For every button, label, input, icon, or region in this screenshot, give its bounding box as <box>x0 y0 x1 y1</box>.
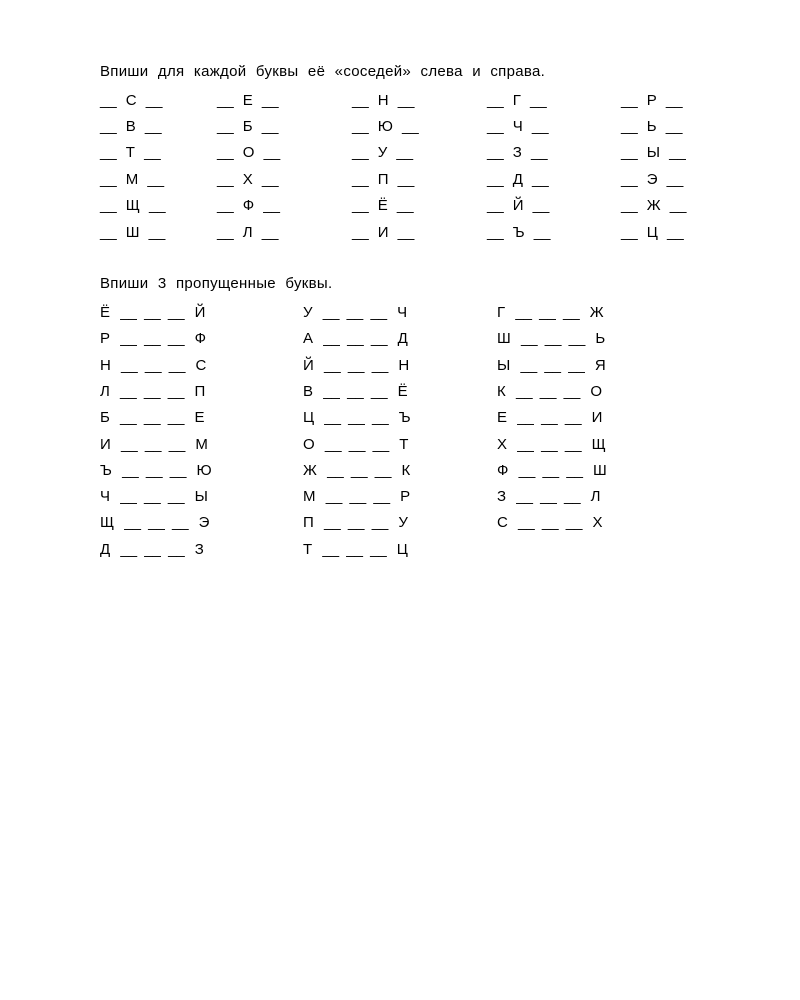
end-letter: Н <box>398 356 410 374</box>
missing-blanks[interactable]: __ __ __ <box>120 540 185 558</box>
letter: Л <box>242 224 253 241</box>
missing-blanks[interactable]: __ __ __ <box>323 514 389 532</box>
letter: Ы <box>646 144 661 161</box>
start-letter: У <box>303 304 313 321</box>
start-letter: Ф <box>497 461 509 479</box>
letter: З <box>512 144 522 161</box>
missing-letters-item <box>303 514 408 532</box>
end-letter: Ь <box>595 330 606 348</box>
left-blank[interactable]: __ <box>217 224 234 241</box>
start-letter: Н <box>100 356 112 374</box>
end-letter: Ы <box>194 488 209 506</box>
missing-letters-item <box>100 409 205 427</box>
right-blank[interactable]: __ <box>261 118 279 135</box>
neighbor-item <box>487 197 549 215</box>
start-letter: Ъ <box>100 461 113 479</box>
right-blank[interactable]: __ <box>144 144 161 161</box>
letter: Ь <box>646 118 657 135</box>
end-letter: М <box>195 435 209 453</box>
letter: В <box>125 118 136 135</box>
end-letter: Э <box>198 514 210 532</box>
start-letter: Ё <box>100 304 111 321</box>
start-letter: Щ <box>100 514 115 532</box>
right-blank[interactable]: __ <box>665 118 683 135</box>
right-blank[interactable]: __ <box>532 171 549 188</box>
end-letter: Ш <box>593 461 607 479</box>
letter: И <box>377 224 389 241</box>
right-blank[interactable]: __ <box>148 197 166 214</box>
neighbor-item <box>487 224 550 242</box>
left-blank[interactable]: __ <box>621 118 638 135</box>
start-letter: Д <box>100 540 111 558</box>
missing-blanks[interactable]: __ __ __ <box>120 330 185 348</box>
missing-letters-item <box>303 541 408 559</box>
left-blank[interactable]: __ <box>217 197 234 214</box>
neighbor-item <box>100 144 161 162</box>
end-letter: Ц <box>396 540 409 558</box>
letter: Ш <box>125 224 140 241</box>
missing-letters-item <box>497 304 604 322</box>
end-letter: Л <box>590 488 601 506</box>
left-blank[interactable]: __ <box>100 197 117 214</box>
neighbor-item <box>352 144 413 162</box>
missing-blanks[interactable]: __ __ __ <box>322 304 388 321</box>
missing-blanks[interactable]: __ __ __ <box>122 461 187 479</box>
missing-letters-item <box>100 488 208 506</box>
end-letter: У <box>398 514 409 532</box>
right-blank[interactable]: __ <box>261 171 279 188</box>
left-blank[interactable]: __ <box>621 224 638 241</box>
neighbor-item <box>621 92 683 110</box>
end-letter: Ю <box>196 461 212 479</box>
start-letter: Е <box>497 409 508 427</box>
missing-blanks[interactable]: __ __ __ <box>515 382 581 400</box>
letter: Щ <box>125 197 140 214</box>
missing-blanks[interactable]: __ __ __ <box>518 514 583 532</box>
letter: Ё <box>377 197 388 214</box>
start-letter: З <box>497 488 507 506</box>
missing-blanks[interactable]: __ __ __ <box>124 514 189 532</box>
end-letter: Ж <box>589 304 604 321</box>
missing-letters-item <box>497 383 602 401</box>
neighbor-item <box>100 118 162 136</box>
neighbor-item <box>100 92 162 110</box>
right-blank[interactable]: __ <box>144 118 162 135</box>
end-letter: Ф <box>194 330 207 348</box>
missing-blanks[interactable]: __ __ __ <box>327 461 392 479</box>
missing-letters-item <box>497 330 605 348</box>
missing-blanks[interactable]: __ __ __ <box>325 488 391 506</box>
neighbor-item <box>100 224 165 242</box>
left-blank[interactable]: __ <box>100 144 117 161</box>
missing-blanks[interactable]: __ __ __ <box>120 488 185 506</box>
missing-letters-item <box>497 514 603 532</box>
letter: Т <box>125 144 136 161</box>
neighbor-item <box>621 171 683 189</box>
start-letter: Б <box>100 409 111 427</box>
neighbor-item <box>352 171 414 189</box>
end-letter: Т <box>399 435 409 453</box>
right-blank[interactable]: __ <box>261 224 279 241</box>
missing-blanks[interactable]: __ __ __ <box>516 488 581 506</box>
missing-blanks[interactable]: __ __ __ <box>120 409 185 427</box>
neighbor-item <box>217 118 278 136</box>
left-blank[interactable]: __ <box>352 92 369 109</box>
left-blank[interactable]: __ <box>487 144 504 161</box>
right-blank[interactable]: __ <box>145 92 163 109</box>
letter: Р <box>646 92 657 109</box>
neighbor-item <box>621 118 682 136</box>
letter: Д <box>512 171 524 188</box>
right-blank[interactable]: __ <box>397 171 415 188</box>
neighbor-item <box>100 171 164 189</box>
right-blank[interactable]: __ <box>531 118 549 135</box>
missing-blanks[interactable]: __ __ __ <box>324 435 390 453</box>
left-blank[interactable]: __ <box>487 171 504 188</box>
neighbor-item <box>621 197 686 215</box>
neighbor-item <box>352 92 414 110</box>
right-blank[interactable]: __ <box>530 144 548 161</box>
left-blank[interactable]: __ <box>100 224 117 241</box>
missing-blanks[interactable]: __ __ __ <box>120 304 185 321</box>
start-letter: О <box>303 435 315 453</box>
start-letter: Ч <box>100 488 111 506</box>
start-letter: С <box>497 514 509 532</box>
missing-blanks[interactable]: __ __ __ <box>323 356 389 374</box>
missing-letters-item <box>303 409 411 427</box>
left-blank[interactable]: __ <box>100 92 117 109</box>
end-letter: Ъ <box>398 409 411 427</box>
missing-letters-item <box>100 357 206 375</box>
right-blank[interactable]: __ <box>669 197 687 214</box>
end-letter: Й <box>194 304 206 321</box>
start-letter: Л <box>100 382 111 400</box>
end-letter: Щ <box>591 435 606 453</box>
neighbor-item <box>621 144 686 162</box>
missing-letters-item <box>100 304 206 322</box>
neighbor-item <box>217 224 278 242</box>
left-blank[interactable]: __ <box>217 171 234 188</box>
right-blank[interactable]: __ <box>402 118 419 135</box>
start-letter: И <box>100 435 111 453</box>
letter: С <box>125 92 137 109</box>
neighbor-item <box>487 92 547 110</box>
end-letter: Я <box>594 356 606 374</box>
missing-letters-item <box>303 357 409 375</box>
missing-blanks[interactable]: __ __ __ <box>120 435 186 453</box>
neighbor-item <box>621 224 684 242</box>
missing-letters-item <box>303 436 409 454</box>
right-blank[interactable]: __ <box>396 144 414 161</box>
start-letter: П <box>303 514 314 532</box>
start-letter: Х <box>497 435 508 453</box>
neighbor-item <box>100 197 166 215</box>
exercise-1-instruction: Впиши для каждой буквы её «соседей» слева и справа. <box>100 63 546 80</box>
missing-letters-item <box>497 462 607 480</box>
missing-letters-item <box>497 357 606 375</box>
letter: О <box>242 144 255 161</box>
end-letter: Ё <box>397 382 408 400</box>
start-letter: М <box>303 488 316 506</box>
end-letter: Х <box>592 514 603 532</box>
left-blank[interactable]: __ <box>352 171 369 188</box>
start-letter: К <box>497 382 506 400</box>
missing-blanks[interactable]: __ __ __ <box>517 409 582 427</box>
missing-blanks[interactable]: __ __ __ <box>518 461 583 479</box>
missing-letters-item <box>100 514 210 532</box>
missing-letters-item <box>303 304 407 322</box>
start-letter: Т <box>303 540 313 558</box>
missing-blanks[interactable]: __ __ __ <box>323 382 388 400</box>
right-blank[interactable]: __ <box>263 144 281 161</box>
left-blank[interactable]: __ <box>217 144 234 161</box>
exercise-2-instruction: Впиши 3 пропущенные буквы. <box>100 275 333 292</box>
missing-blanks[interactable]: __ __ __ <box>121 356 186 374</box>
neighbor-item <box>352 118 419 136</box>
start-letter: Ж <box>303 461 318 479</box>
left-blank[interactable]: __ <box>621 92 638 109</box>
right-blank[interactable]: __ <box>263 197 280 214</box>
end-letter: Р <box>400 488 411 506</box>
start-letter: А <box>303 330 314 348</box>
left-blank[interactable]: __ <box>352 144 369 161</box>
end-letter: Д <box>397 330 408 348</box>
missing-letters-item <box>100 436 208 454</box>
missing-blanks[interactable]: __ __ __ <box>120 382 185 400</box>
left-blank[interactable]: __ <box>100 118 117 135</box>
right-blank[interactable]: __ <box>148 224 166 241</box>
letter: Х <box>242 171 253 188</box>
letter: М <box>125 171 139 188</box>
missing-blanks[interactable]: __ __ __ <box>323 330 388 348</box>
start-letter: Ы <box>497 356 511 374</box>
left-blank[interactable]: __ <box>487 224 504 241</box>
missing-letters-item <box>100 383 205 401</box>
start-letter: В <box>303 382 314 400</box>
neighbor-item <box>487 118 549 136</box>
neighbor-item <box>352 224 414 242</box>
start-letter: Й <box>303 356 314 374</box>
neighbor-item <box>487 171 549 189</box>
missing-blanks[interactable]: __ __ __ <box>322 540 387 558</box>
missing-letters-item <box>303 462 410 480</box>
missing-blanks[interactable]: __ __ __ <box>515 304 580 321</box>
letter: П <box>377 171 389 188</box>
end-letter: Ч <box>397 304 408 321</box>
missing-letters-item <box>303 330 408 348</box>
right-blank[interactable]: __ <box>261 92 279 109</box>
left-blank[interactable]: __ <box>621 197 638 214</box>
right-blank[interactable]: __ <box>533 224 551 241</box>
neighbor-item <box>217 92 279 110</box>
missing-blanks[interactable]: __ __ __ <box>520 356 585 374</box>
left-blank[interactable]: __ <box>352 197 369 214</box>
letter: Б <box>242 118 253 135</box>
missing-letters-item <box>497 409 603 427</box>
missing-letters-item <box>303 488 410 506</box>
right-blank[interactable]: __ <box>147 171 165 188</box>
neighbor-item <box>217 197 280 215</box>
start-letter: Г <box>497 304 506 321</box>
end-letter: К <box>401 461 411 479</box>
start-letter: Р <box>100 330 111 348</box>
right-blank[interactable]: __ <box>669 144 686 161</box>
neighbor-item <box>217 144 280 162</box>
start-letter: Ш <box>497 330 511 348</box>
left-blank[interactable]: __ <box>217 92 234 109</box>
end-letter: И <box>591 409 603 427</box>
missing-letters-item <box>497 436 606 454</box>
letter: Н <box>377 92 389 109</box>
letter: Ц <box>646 224 658 241</box>
letter: Г <box>512 92 522 109</box>
end-letter: С <box>195 356 207 374</box>
missing-blanks[interactable]: __ __ __ <box>324 409 389 427</box>
right-blank[interactable]: __ <box>530 92 547 109</box>
right-blank[interactable]: __ <box>532 197 550 214</box>
left-blank[interactable]: __ <box>352 118 369 135</box>
letter: Ф <box>242 197 255 214</box>
left-blank[interactable]: __ <box>352 224 369 241</box>
left-blank[interactable]: __ <box>217 118 234 135</box>
letter: Е <box>242 92 253 109</box>
right-blank[interactable]: __ <box>666 224 684 241</box>
letter: Ъ <box>512 224 525 241</box>
end-letter: З <box>194 540 205 558</box>
missing-blanks[interactable]: __ __ __ <box>517 435 582 453</box>
left-blank[interactable]: __ <box>621 144 638 161</box>
missing-letters-item <box>497 488 601 506</box>
letter: Ж <box>646 197 661 214</box>
missing-blanks[interactable]: __ __ __ <box>520 330 586 348</box>
right-blank[interactable]: __ <box>396 197 414 214</box>
neighbor-item <box>352 197 414 215</box>
letter: Э <box>646 171 658 188</box>
end-letter: П <box>194 382 206 400</box>
left-blank[interactable]: __ <box>487 92 504 109</box>
neighbor-item <box>217 171 279 189</box>
right-blank[interactable]: __ <box>665 92 683 109</box>
missing-letters-item <box>100 462 212 480</box>
start-letter: Ц <box>303 409 315 427</box>
missing-letters-item <box>303 383 408 401</box>
end-letter: Е <box>194 409 205 427</box>
left-blank[interactable]: __ <box>621 171 638 188</box>
right-blank[interactable]: __ <box>397 224 415 241</box>
left-blank[interactable]: __ <box>100 171 117 188</box>
neighbor-item <box>487 144 548 162</box>
letter: Й <box>512 197 524 214</box>
right-blank[interactable]: __ <box>397 92 415 109</box>
missing-letters-item <box>100 541 204 559</box>
right-blank[interactable]: __ <box>666 171 684 188</box>
left-blank[interactable]: __ <box>487 197 504 214</box>
left-blank[interactable]: __ <box>487 118 504 135</box>
letter: У <box>377 144 388 161</box>
letter: Ю <box>377 118 394 135</box>
missing-letters-item <box>100 330 206 348</box>
letter: Ч <box>512 118 523 135</box>
end-letter: О <box>590 382 603 400</box>
